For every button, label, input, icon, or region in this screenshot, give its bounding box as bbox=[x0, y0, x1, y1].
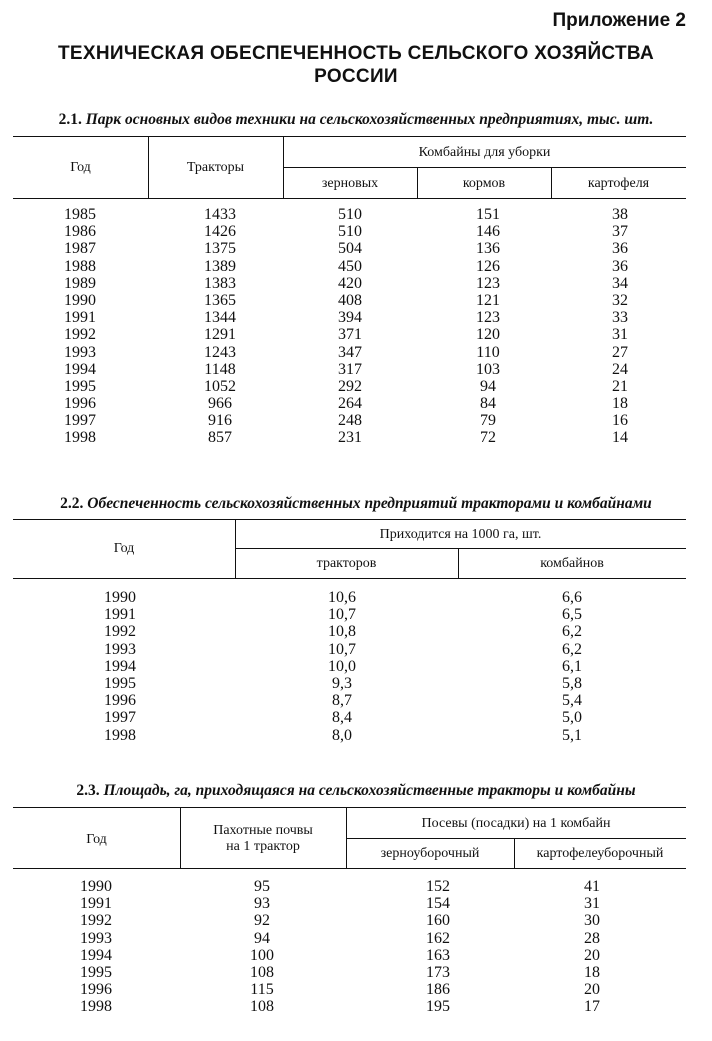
table-cell: 1990 bbox=[64, 291, 96, 309]
table-cell: 79 bbox=[480, 412, 496, 430]
table-cell: 162 bbox=[426, 929, 450, 947]
table-cell: 264 bbox=[338, 395, 362, 413]
table2-number: 2.2. bbox=[60, 495, 84, 512]
table-cell: 34 bbox=[612, 274, 628, 292]
table-cell: 126 bbox=[476, 257, 500, 275]
table3-col-grain bbox=[398, 878, 478, 1016]
table-cell: 186 bbox=[426, 981, 450, 999]
table-cell: 1997 bbox=[64, 412, 96, 430]
table-cell: 103 bbox=[476, 360, 500, 378]
table1-caption: Парк основных видов техники на сельскохозяйственных предприятиях, тыс. шт. bbox=[85, 111, 654, 128]
table1-header-tractors: Тракторы bbox=[186, 160, 245, 175]
table-cell: 20 bbox=[584, 981, 600, 999]
table2-top-rule bbox=[13, 519, 686, 520]
table-cell: 92 bbox=[254, 912, 270, 930]
table-cell: 30 bbox=[584, 912, 600, 930]
table-cell: 504 bbox=[338, 240, 362, 258]
table-cell: 20 bbox=[584, 946, 600, 964]
table-cell: 8,7 bbox=[332, 692, 352, 710]
table-cell: 1991 bbox=[80, 895, 112, 913]
table-cell: 1998 bbox=[104, 726, 136, 744]
table-cell: 1986 bbox=[64, 223, 96, 241]
table-cell: 1375 bbox=[204, 240, 236, 258]
table-cell: 1992 bbox=[80, 912, 112, 930]
table-cell: 115 bbox=[250, 981, 274, 999]
table-cell: 1990 bbox=[80, 878, 112, 895]
table-cell: 1988 bbox=[64, 257, 96, 275]
table-cell: 371 bbox=[338, 326, 362, 344]
table1-top-rule bbox=[13, 136, 686, 137]
table-cell: 1997 bbox=[104, 709, 136, 727]
table-cell: 195 bbox=[426, 998, 450, 1016]
table3-header-rule bbox=[13, 868, 686, 869]
table-cell: 1389 bbox=[204, 257, 236, 275]
table-cell: 36 bbox=[612, 257, 628, 275]
table3-col-potato bbox=[552, 878, 632, 1016]
table-cell: 1291 bbox=[204, 326, 236, 344]
table-cell: 1243 bbox=[204, 343, 236, 361]
table1-col-year bbox=[40, 206, 120, 447]
table-cell: 160 bbox=[426, 912, 450, 930]
table-cell: 1989 bbox=[64, 274, 96, 292]
table1-col-potato bbox=[580, 206, 660, 447]
table-cell: 10,7 bbox=[328, 640, 356, 658]
table1-header-potato: картофеля bbox=[587, 176, 650, 191]
table-cell: 1990 bbox=[104, 589, 136, 606]
table1-header-feed: кормов bbox=[462, 176, 506, 191]
table-cell: 33 bbox=[612, 309, 628, 327]
table-cell: 152 bbox=[426, 878, 450, 895]
table-cell: 8,4 bbox=[332, 709, 352, 727]
table1-header-year: Год bbox=[70, 160, 91, 175]
table-cell: 248 bbox=[338, 412, 362, 430]
table-cell: 1992 bbox=[64, 326, 96, 344]
table-cell: 10,8 bbox=[328, 623, 356, 641]
page-title-line2: РОССИИ bbox=[314, 66, 398, 87]
table-cell: 72 bbox=[480, 429, 496, 447]
table-cell: 108 bbox=[250, 998, 274, 1016]
table2-header-year: Год bbox=[113, 541, 135, 556]
table3-col-year bbox=[56, 878, 136, 1016]
table-cell: 31 bbox=[584, 895, 600, 913]
table-cell: 420 bbox=[338, 274, 362, 292]
table1-col-grain bbox=[310, 206, 390, 447]
table-cell: 510 bbox=[338, 206, 362, 223]
table-cell: 6,6 bbox=[562, 589, 582, 606]
table1-title bbox=[0, 111, 712, 129]
table-cell: 1992 bbox=[104, 623, 136, 641]
table-cell: 916 bbox=[208, 412, 232, 430]
table1-subheader-rule bbox=[283, 167, 686, 168]
table-cell: 1993 bbox=[64, 343, 96, 361]
table-cell: 1991 bbox=[104, 606, 136, 624]
table-cell: 93 bbox=[254, 895, 270, 913]
table-cell: 5,8 bbox=[562, 674, 582, 692]
table-cell: 1996 bbox=[104, 692, 136, 710]
table-cell: 1426 bbox=[204, 223, 236, 241]
table-cell: 1344 bbox=[204, 309, 236, 327]
table3-header-arable bbox=[180, 823, 346, 855]
table-cell: 1995 bbox=[80, 963, 112, 981]
table2-col-year bbox=[80, 589, 160, 744]
table-cell: 510 bbox=[338, 223, 362, 241]
table-cell: 84 bbox=[480, 395, 496, 413]
table-cell: 100 bbox=[250, 946, 274, 964]
table-cell: 1433 bbox=[204, 206, 236, 223]
table-cell: 108 bbox=[250, 963, 274, 981]
table-cell: 1987 bbox=[64, 240, 96, 258]
table-cell: 9,3 bbox=[332, 674, 352, 692]
table-cell: 292 bbox=[338, 377, 362, 395]
table-cell: 347 bbox=[338, 343, 362, 361]
table-cell: 146 bbox=[476, 223, 500, 241]
table-cell: 94 bbox=[480, 377, 496, 395]
table-cell: 1993 bbox=[104, 640, 136, 658]
table-cell: 32 bbox=[612, 291, 628, 309]
table-cell: 231 bbox=[338, 429, 362, 447]
table-cell: 1994 bbox=[104, 657, 136, 675]
table1-header-rule bbox=[13, 198, 686, 199]
table-cell: 1995 bbox=[104, 674, 136, 692]
table-cell: 95 bbox=[254, 878, 270, 895]
table3-header-arable-line2: на 1 трактор bbox=[226, 839, 300, 854]
table-cell: 1383 bbox=[204, 274, 236, 292]
table-cell: 1991 bbox=[64, 309, 96, 327]
table-cell: 28 bbox=[584, 929, 600, 947]
table-cell: 1996 bbox=[64, 395, 96, 413]
table2-header-per1000: Приходится на 1000 га, шт. bbox=[379, 527, 542, 542]
table-cell: 5,0 bbox=[562, 709, 582, 727]
table-cell: 10,0 bbox=[328, 657, 356, 675]
table1-col-tractors bbox=[180, 206, 260, 447]
table2-col-tractors bbox=[302, 589, 382, 744]
table-cell: 151 bbox=[476, 206, 500, 223]
table-cell: 18 bbox=[612, 395, 628, 413]
table-cell: 1993 bbox=[80, 929, 112, 947]
table3-caption: Площадь, га, приходящаяся на сельскохозяйственные тракторы и комбайны bbox=[103, 782, 636, 799]
table2-subheader-rule bbox=[235, 548, 686, 549]
table-cell: 110 bbox=[476, 343, 500, 361]
table-cell: 14 bbox=[612, 429, 628, 447]
table3-col-arable bbox=[222, 878, 302, 1016]
table-cell: 1148 bbox=[204, 360, 236, 378]
table-cell: 121 bbox=[476, 291, 500, 309]
table-cell: 1994 bbox=[80, 946, 112, 964]
table-cell: 18 bbox=[584, 963, 600, 981]
table-cell: 123 bbox=[476, 309, 500, 327]
table3-subheader-rule bbox=[346, 838, 686, 839]
table-cell: 1998 bbox=[64, 429, 96, 447]
table1-col-feed bbox=[448, 206, 528, 447]
table-cell: 857 bbox=[208, 429, 232, 447]
table2-header-tractors: тракторов bbox=[316, 556, 377, 571]
table-cell: 163 bbox=[426, 946, 450, 964]
table-cell: 1052 bbox=[204, 377, 236, 395]
table2-header-rule bbox=[13, 578, 686, 579]
table-cell: 966 bbox=[208, 395, 232, 413]
page-title-line1: ТЕХНИЧЕСКАЯ ОБЕСПЕЧЕННОСТЬ СЕЛЬСКОГО ХОЗЯЙСТВА bbox=[58, 43, 654, 64]
table-cell: 1998 bbox=[80, 998, 112, 1016]
table-cell: 154 bbox=[426, 895, 450, 913]
table1-header-grain: зерновых bbox=[321, 176, 379, 191]
table3-header-arable-line1: Пахотные почвы bbox=[213, 823, 313, 838]
table-cell: 408 bbox=[338, 291, 362, 309]
table-cell: 10,6 bbox=[328, 589, 356, 606]
table3-top-rule bbox=[13, 807, 686, 808]
table-cell: 6,2 bbox=[562, 623, 582, 641]
table-cell: 1994 bbox=[64, 360, 96, 378]
table-cell: 1365 bbox=[204, 291, 236, 309]
table-cell: 10,7 bbox=[328, 606, 356, 624]
table1-header-combines: Комбайны для уборки bbox=[418, 145, 551, 160]
table-cell: 6,1 bbox=[562, 657, 582, 675]
table1-number: 2.1. bbox=[58, 111, 82, 128]
table-cell: 317 bbox=[338, 360, 362, 378]
table-cell: 6,5 bbox=[562, 606, 582, 624]
table-cell: 16 bbox=[612, 412, 628, 430]
table3-title bbox=[0, 782, 712, 800]
table2-col-combines bbox=[532, 589, 612, 744]
table-cell: 94 bbox=[254, 929, 270, 947]
table2-caption: Обеспеченность сельскохозяйственных предприятий тракторами и комбайнами bbox=[87, 495, 652, 512]
table3-number: 2.3. bbox=[76, 782, 100, 799]
table-cell: 450 bbox=[338, 257, 362, 275]
table3-header-year: Год bbox=[86, 832, 107, 847]
table-cell: 38 bbox=[612, 206, 628, 223]
table2-title bbox=[0, 495, 712, 513]
table3-header-sown: Посевы (посадки) на 1 комбайн bbox=[421, 816, 611, 831]
table-cell: 394 bbox=[338, 309, 362, 327]
table-cell: 8,0 bbox=[332, 726, 352, 744]
table-cell: 27 bbox=[612, 343, 628, 361]
table-cell: 6,2 bbox=[562, 640, 582, 658]
table-cell: 17 bbox=[584, 998, 600, 1016]
table-cell: 41 bbox=[584, 878, 600, 895]
table-cell: 24 bbox=[612, 360, 628, 378]
table-cell: 21 bbox=[612, 377, 628, 395]
table-cell: 1996 bbox=[80, 981, 112, 999]
table-cell: 5,4 bbox=[562, 692, 582, 710]
table-cell: 120 bbox=[476, 326, 500, 344]
table-cell: 136 bbox=[476, 240, 500, 258]
page-title bbox=[0, 42, 712, 88]
table2-header-combines: комбайнов bbox=[540, 556, 604, 571]
appendix-label: Приложение 2 bbox=[552, 10, 686, 31]
table-cell: 37 bbox=[612, 223, 628, 241]
table-cell: 1985 bbox=[64, 206, 96, 223]
table-cell: 5,1 bbox=[562, 726, 582, 744]
table-cell: 1995 bbox=[64, 377, 96, 395]
table-cell: 173 bbox=[426, 963, 450, 981]
table-cell: 123 bbox=[476, 274, 500, 292]
table-cell: 31 bbox=[612, 326, 628, 344]
table-cell: 36 bbox=[612, 240, 628, 258]
table3-header-grain: зерноуборочный bbox=[380, 846, 480, 861]
table3-header-potato: картофелеуборочный bbox=[536, 846, 664, 861]
